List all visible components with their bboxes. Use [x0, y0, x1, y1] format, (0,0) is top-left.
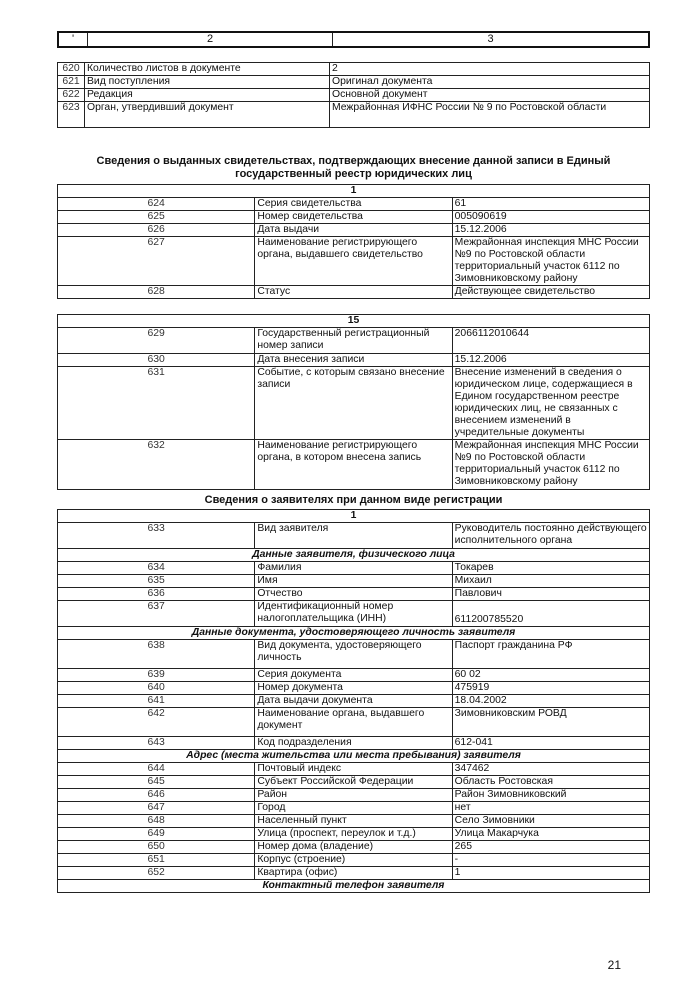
- row-value: Район Зимовниковский: [452, 789, 649, 802]
- row-number: 628: [58, 286, 255, 299]
- table-row: [58, 198, 650, 211]
- row-label: Имя: [255, 575, 452, 588]
- col-1-header: ': [58, 32, 88, 47]
- applicant-index-header: 1: [58, 510, 650, 523]
- row-value: 347462: [452, 763, 649, 776]
- table-row: [58, 562, 650, 575]
- row-value: 612-041: [452, 737, 649, 750]
- row-number: 632: [58, 440, 255, 490]
- row-value: 1: [452, 867, 649, 880]
- row-label: Наименование регистрирующего органа, в котором внесена запись: [255, 440, 452, 490]
- row-label: Район: [255, 789, 452, 802]
- table-row: [58, 737, 650, 750]
- table-row: [58, 802, 650, 815]
- row-label: Улица (проспект, переулок и т.д.): [255, 828, 452, 841]
- row-number: 650: [58, 841, 255, 854]
- col-3-header: 3: [333, 32, 650, 47]
- table-row: [58, 682, 650, 695]
- row-value: Оригинал документа: [330, 76, 650, 89]
- applicant-address-subheader: Адрес (места жительства или места пребывания) заявителя: [58, 750, 650, 763]
- table-row: [58, 867, 650, 880]
- table-row: [58, 640, 650, 669]
- row-number: 629: [58, 328, 255, 354]
- row-number: 644: [58, 763, 255, 776]
- row-label: Почтовый индекс: [255, 763, 452, 776]
- row-value: Межрайонная инспекция МНС России №9 по Ростовской области территориальный участок 6112 по Зимовниковскому району: [452, 237, 649, 286]
- row-value: 15.12.2006: [452, 354, 649, 367]
- certificates-table: [57, 184, 650, 299]
- table-row: [58, 776, 650, 789]
- row-label: Редакция: [85, 89, 330, 102]
- row-value: Токарев: [452, 562, 649, 575]
- table-row: [58, 102, 650, 128]
- row-number: 641: [58, 695, 255, 708]
- row-number: 634: [58, 562, 255, 575]
- col-2-header: 2: [88, 32, 333, 47]
- row-number: 633: [58, 523, 255, 549]
- row-value: Павлович: [452, 588, 649, 601]
- row-number: 640: [58, 682, 255, 695]
- row-value: Область Ростовская: [452, 776, 649, 789]
- row-label: Наименование органа, выдавшего документ: [255, 708, 452, 737]
- row-value: 15.12.2006: [452, 224, 649, 237]
- row-number: 631: [58, 367, 255, 440]
- row-label: Событие, с которым связано внесение записи: [255, 367, 452, 440]
- applicant-table: [57, 509, 650, 893]
- table-row: [58, 211, 650, 224]
- registration-record-table: [57, 314, 650, 490]
- row-label: Дата внесения записи: [255, 354, 452, 367]
- row-value: 005090619: [452, 211, 649, 224]
- row-value: 60 02: [452, 669, 649, 682]
- table-row: [58, 854, 650, 867]
- row-label: Вид заявителя: [255, 523, 452, 549]
- certificates-section-title: Сведения о выданных свидетельствах, подтверждающих внесение данной записи в Единый государственный реестр юридических лиц: [96, 155, 611, 180]
- row-value: 611200785520: [452, 601, 649, 627]
- table-row: [58, 328, 650, 354]
- column-header-table: [57, 31, 650, 48]
- row-number: 647: [58, 802, 255, 815]
- table-row: [58, 828, 650, 841]
- row-value: Руководитель постоянно действующего исполнительного органа: [452, 523, 649, 549]
- row-label: Номер дома (владение): [255, 841, 452, 854]
- row-label: Населенный пункт: [255, 815, 452, 828]
- row-number: 638: [58, 640, 255, 669]
- row-value: 2: [330, 63, 650, 76]
- table-row: [58, 286, 650, 299]
- record-index-header: 15: [58, 315, 650, 328]
- row-number: 627: [58, 237, 255, 286]
- row-label: Номер свидетельства: [255, 211, 452, 224]
- table-row: [58, 76, 650, 89]
- row-label: Идентификационный номер налогоплательщика (ИНН): [255, 601, 452, 627]
- row-label: Код подразделения: [255, 737, 452, 750]
- table-row: [58, 440, 650, 490]
- row-number: 624: [58, 198, 255, 211]
- row-label: Дата выдачи: [255, 224, 452, 237]
- row-number: 620: [58, 63, 85, 76]
- row-value: -: [452, 854, 649, 867]
- applicants-section-title: Сведения о заявителях при данном виде регистрации: [204, 494, 503, 506]
- row-label: Квартира (офис): [255, 867, 452, 880]
- row-number: 645: [58, 776, 255, 789]
- table-row: [58, 601, 650, 627]
- row-value: Зимовниковским РОВД: [452, 708, 649, 737]
- row-label: Город: [255, 802, 452, 815]
- row-label: Субъект Российской Федерации: [255, 776, 452, 789]
- row-number: 630: [58, 354, 255, 367]
- row-label: Отчество: [255, 588, 452, 601]
- table-row: [58, 763, 650, 776]
- table-row: [58, 588, 650, 601]
- row-number: 639: [58, 669, 255, 682]
- table-row: [58, 575, 650, 588]
- row-label: Дата выдачи документа: [255, 695, 452, 708]
- applicant-phone-subheader: Контактный телефон заявителя: [58, 880, 650, 893]
- row-value: 265: [452, 841, 649, 854]
- row-label: Наименование регистрирующего органа, выдавшего свидетельство: [255, 237, 452, 286]
- table-row: [58, 841, 650, 854]
- row-value: 475919: [452, 682, 649, 695]
- row-label: Серия документа: [255, 669, 452, 682]
- table-row: [58, 89, 650, 102]
- row-label: Фамилия: [255, 562, 452, 575]
- row-value: Улица Макарчука: [452, 828, 649, 841]
- row-value: Межрайонная ИФНС России № 9 по Ростовской области: [330, 102, 650, 128]
- row-value: Внесение изменений в сведения о юридическом лице, содержащиеся в Едином государственном реестре юридических лиц, не связанных с внесением изменений в учредительные документы: [452, 367, 649, 440]
- row-number: 623: [58, 102, 85, 128]
- row-label: Корпус (строение): [255, 854, 452, 867]
- row-number: 621: [58, 76, 85, 89]
- row-value: 18.04.2002: [452, 695, 649, 708]
- row-number: 622: [58, 89, 85, 102]
- row-number: 625: [58, 211, 255, 224]
- row-label: Орган, утвердивший документ: [85, 102, 330, 128]
- row-number: 643: [58, 737, 255, 750]
- row-number: 652: [58, 867, 255, 880]
- row-value: Основной документ: [330, 89, 650, 102]
- table-row: [58, 695, 650, 708]
- table-row: [58, 237, 650, 286]
- applicant-person-subheader: Данные заявителя, физического лица: [58, 549, 650, 562]
- row-value: Действующее свидетельство: [452, 286, 649, 299]
- row-number: 646: [58, 789, 255, 802]
- row-value: Паспорт гражданина РФ: [452, 640, 649, 669]
- row-label: Серия свидетельства: [255, 198, 452, 211]
- table-row: [58, 815, 650, 828]
- row-label: Вид документа, удостоверяющего личность: [255, 640, 452, 669]
- table-row: [58, 224, 650, 237]
- row-label: Количество листов в документе: [85, 63, 330, 76]
- table-row: [58, 367, 650, 440]
- row-number: 626: [58, 224, 255, 237]
- row-value: Михаил: [452, 575, 649, 588]
- row-number: 642: [58, 708, 255, 737]
- row-label: Вид поступления: [85, 76, 330, 89]
- document-info-table: [57, 62, 650, 128]
- page-number: 21: [607, 958, 621, 972]
- table-row: [58, 669, 650, 682]
- row-number: 636: [58, 588, 255, 601]
- row-value: Село Зимовники: [452, 815, 649, 828]
- table-row: [58, 523, 650, 549]
- table-row: [58, 789, 650, 802]
- table-row: [58, 354, 650, 367]
- row-value: 61: [452, 198, 649, 211]
- row-label: Государственный регистрационный номер записи: [255, 328, 452, 354]
- certificate-index-header: 1: [58, 185, 650, 198]
- identity-document-subheader: Данные документа, удостоверяющего личность заявителя: [58, 627, 650, 640]
- row-value: 2066112010644: [452, 328, 649, 354]
- row-label: Статус: [255, 286, 452, 299]
- row-number: 649: [58, 828, 255, 841]
- table-row: [58, 708, 650, 737]
- row-value: нет: [452, 802, 649, 815]
- table-row: [58, 63, 650, 76]
- row-number: 651: [58, 854, 255, 867]
- row-number: 648: [58, 815, 255, 828]
- row-label: Номер документа: [255, 682, 452, 695]
- row-number: 637: [58, 601, 255, 627]
- row-number: 635: [58, 575, 255, 588]
- row-value: Межрайонная инспекция МНС России №9 по Ростовской области территориальный участок 6112 по Зимовниковскому району: [452, 440, 649, 490]
